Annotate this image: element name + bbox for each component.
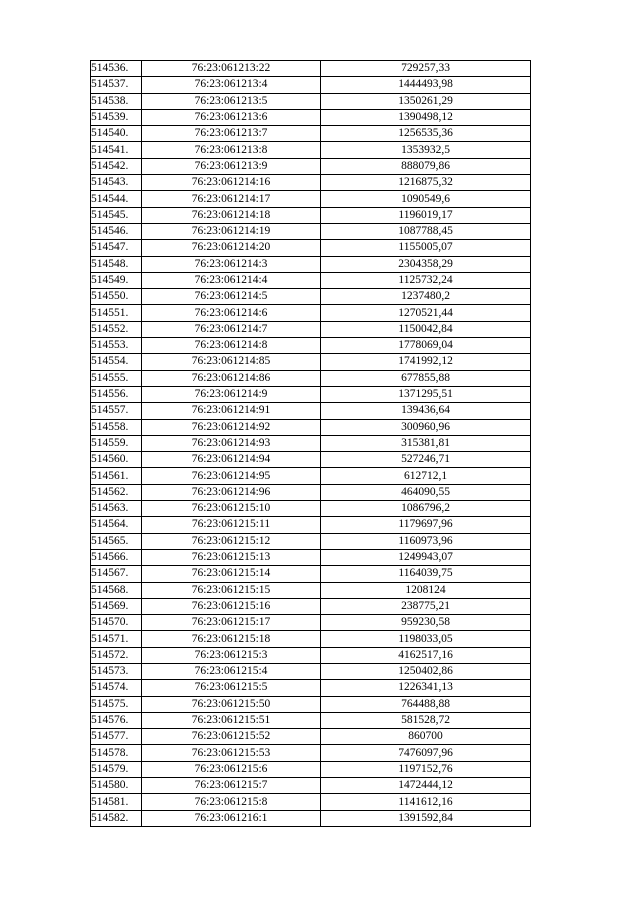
cadastral-value-cell: 1125732,24 [321,272,531,288]
cadastral-number-cell: 76:23:061214:92 [142,419,321,435]
table-row [91,778,531,794]
row-number-cell: 514558. [91,419,142,435]
row-number-cell: 514566. [91,549,142,565]
cadastral-value-cell: 1371295,51 [321,386,531,402]
cadastral-value-cell: 1160973,96 [321,533,531,549]
row-number-cell: 514571. [91,631,142,647]
row-number-cell: 514537. [91,77,142,93]
table-row [91,321,531,337]
cadastral-value-cell: 1444493,98 [321,77,531,93]
table-row [91,175,531,191]
table-row [91,631,531,647]
table-row [91,566,531,582]
cadastral-number-cell: 76:23:061214:5 [142,289,321,305]
cadastral-value-cell: 315381,81 [321,435,531,451]
cadastral-value-cell: 1090549,6 [321,191,531,207]
cadastral-value-cell: 300960,96 [321,419,531,435]
table-row [91,419,531,435]
cadastral-number-cell: 76:23:061214:16 [142,175,321,191]
cadastral-value-cell: 1249943,07 [321,549,531,565]
row-number-cell: 514573. [91,663,142,679]
cadastral-number-cell: 76:23:061214:93 [142,435,321,451]
table-row [91,615,531,631]
cadastral-value-cell: 2304358,29 [321,256,531,272]
cadastral-value-cell: 1350261,29 [321,93,531,109]
table-body [91,61,531,827]
table-row [91,794,531,810]
table-row [91,761,531,777]
cadastral-number-cell: 76:23:061214:95 [142,468,321,484]
cadastral-number-cell: 76:23:061214:96 [142,484,321,500]
table-row [91,745,531,761]
table-row [91,338,531,354]
cadastral-value-cell: 1150042,84 [321,321,531,337]
cadastral-number-cell: 76:23:061214:18 [142,207,321,223]
table-row [91,582,531,598]
row-number-cell: 514569. [91,598,142,614]
cadastral-value-cell: 7476097,96 [321,745,531,761]
cadastral-number-cell: 76:23:061215:52 [142,729,321,745]
cadastral-value-cell: 860700 [321,729,531,745]
cadastral-number-cell: 76:23:061214:4 [142,272,321,288]
row-number-cell: 514574. [91,680,142,696]
table-row [91,158,531,174]
cadastral-value-cell: 1741992,12 [321,354,531,370]
cadastral-number-cell: 76:23:061215:3 [142,647,321,663]
cadastral-number-cell: 76:23:061214:7 [142,321,321,337]
table-row [91,810,531,826]
table-row [91,712,531,728]
cadastral-value-cell: 527246,71 [321,452,531,468]
row-number-cell: 514579. [91,761,142,777]
cadastral-value-table [90,60,531,827]
cadastral-number-cell: 76:23:061215:4 [142,663,321,679]
cadastral-number-cell: 76:23:061213:6 [142,109,321,125]
row-number-cell: 514565. [91,533,142,549]
row-number-cell: 514549. [91,272,142,288]
cadastral-number-cell: 76:23:061213:8 [142,142,321,158]
row-number-cell: 514543. [91,175,142,191]
table-row [91,207,531,223]
row-number-cell: 514576. [91,712,142,728]
cadastral-value-cell: 1087788,45 [321,223,531,239]
table-row [91,223,531,239]
table-row [91,93,531,109]
cadastral-value-cell: 612712,1 [321,468,531,484]
table-row [91,549,531,565]
table-row [91,680,531,696]
row-number-cell: 514551. [91,305,142,321]
table-row [91,386,531,402]
row-number-cell: 514575. [91,696,142,712]
table-row [91,696,531,712]
row-number-cell: 514548. [91,256,142,272]
table-row [91,109,531,125]
cadastral-value-cell: 959230,58 [321,615,531,631]
cadastral-value-cell: 1141612,16 [321,794,531,810]
row-number-cell: 514560. [91,452,142,468]
row-number-cell: 514572. [91,647,142,663]
row-number-cell: 514542. [91,158,142,174]
cadastral-number-cell: 76:23:061215:6 [142,761,321,777]
cadastral-value-cell: 1197152,76 [321,761,531,777]
row-number-cell: 514536. [91,61,142,77]
row-number-cell: 514563. [91,501,142,517]
cadastral-value-cell: 1472444,12 [321,778,531,794]
row-number-cell: 514546. [91,223,142,239]
cadastral-value-cell: 1198033,05 [321,631,531,647]
cadastral-number-cell: 76:23:061215:51 [142,712,321,728]
table-row [91,240,531,256]
table-row [91,517,531,533]
cadastral-value-cell: 888079,86 [321,158,531,174]
cadastral-value-cell: 729257,33 [321,61,531,77]
row-number-cell: 514553. [91,338,142,354]
cadastral-value-cell: 1778069,04 [321,338,531,354]
cadastral-value-cell: 1391592,84 [321,810,531,826]
row-number-cell: 514540. [91,126,142,142]
cadastral-value-cell: 1226341,13 [321,680,531,696]
row-number-cell: 514564. [91,517,142,533]
table-row [91,598,531,614]
row-number-cell: 514556. [91,386,142,402]
cadastral-value-cell: 4162517,16 [321,647,531,663]
cadastral-number-cell: 76:23:061214:17 [142,191,321,207]
table-row [91,729,531,745]
table-row [91,289,531,305]
cadastral-number-cell: 76:23:061214:9 [142,386,321,402]
row-number-cell: 514580. [91,778,142,794]
cadastral-value-cell: 1208124 [321,582,531,598]
table-row [91,305,531,321]
row-number-cell: 514561. [91,468,142,484]
cadastral-number-cell: 76:23:061215:7 [142,778,321,794]
cadastral-number-cell: 76:23:061215:53 [142,745,321,761]
row-number-cell: 514547. [91,240,142,256]
table-row [91,61,531,77]
table-row [91,484,531,500]
cadastral-value-cell: 1179697,96 [321,517,531,533]
row-number-cell: 514554. [91,354,142,370]
table-row [91,354,531,370]
cadastral-value-cell: 1237480,2 [321,289,531,305]
cadastral-number-cell: 76:23:061215:8 [142,794,321,810]
cadastral-number-cell: 76:23:061213:7 [142,126,321,142]
cadastral-value-cell: 1353932,5 [321,142,531,158]
row-number-cell: 514562. [91,484,142,500]
cadastral-number-cell: 76:23:061214:19 [142,223,321,239]
row-number-cell: 514545. [91,207,142,223]
row-number-cell: 514539. [91,109,142,125]
cadastral-value-cell: 1164039,75 [321,566,531,582]
row-number-cell: 514582. [91,810,142,826]
cadastral-number-cell: 76:23:061215:13 [142,549,321,565]
row-number-cell: 514578. [91,745,142,761]
cadastral-number-cell: 76:23:061214:8 [142,338,321,354]
table-row [91,468,531,484]
cadastral-number-cell: 76:23:061215:10 [142,501,321,517]
table-row [91,533,531,549]
cadastral-number-cell: 76:23:061215:11 [142,517,321,533]
cadastral-value-cell: 238775,21 [321,598,531,614]
table-row [91,191,531,207]
cadastral-value-cell: 464090,55 [321,484,531,500]
row-number-cell: 514570. [91,615,142,631]
cadastral-value-cell: 1196019,17 [321,207,531,223]
cadastral-number-cell: 76:23:061214:94 [142,452,321,468]
row-number-cell: 514552. [91,321,142,337]
row-number-cell: 514581. [91,794,142,810]
table-row [91,126,531,142]
cadastral-value-cell: 139436,64 [321,403,531,419]
cadastral-number-cell: 76:23:061215:5 [142,680,321,696]
cadastral-value-cell: 1086796,2 [321,501,531,517]
row-number-cell: 514550. [91,289,142,305]
cadastral-number-cell: 76:23:061215:12 [142,533,321,549]
row-number-cell: 514544. [91,191,142,207]
table-row [91,452,531,468]
table-row [91,370,531,386]
row-number-cell: 514538. [91,93,142,109]
cadastral-number-cell: 76:23:061213:22 [142,61,321,77]
cadastral-number-cell: 76:23:061213:4 [142,77,321,93]
cadastral-value-cell: 764488,88 [321,696,531,712]
table-row [91,77,531,93]
row-number-cell: 514557. [91,403,142,419]
cadastral-value-cell: 677855,88 [321,370,531,386]
cadastral-value-cell: 581528,72 [321,712,531,728]
cadastral-number-cell: 76:23:061215:14 [142,566,321,582]
cadastral-number-cell: 76:23:061213:9 [142,158,321,174]
cadastral-number-cell: 76:23:061214:86 [142,370,321,386]
row-number-cell: 514559. [91,435,142,451]
cadastral-number-cell: 76:23:061214:20 [142,240,321,256]
table-row [91,435,531,451]
row-number-cell: 514577. [91,729,142,745]
row-number-cell: 514568. [91,582,142,598]
table-row [91,647,531,663]
cadastral-number-cell: 76:23:061214:6 [142,305,321,321]
table-row [91,663,531,679]
cadastral-value-cell: 1250402,86 [321,663,531,679]
cadastral-value-cell: 1256535,36 [321,126,531,142]
cadastral-number-cell: 76:23:061215:18 [142,631,321,647]
table-row [91,501,531,517]
table-row [91,256,531,272]
cadastral-number-cell: 76:23:061215:50 [142,696,321,712]
cadastral-number-cell: 76:23:061215:15 [142,582,321,598]
cadastral-number-cell: 76:23:061215:16 [142,598,321,614]
cadastral-value-cell: 1390498,12 [321,109,531,125]
row-number-cell: 514541. [91,142,142,158]
cadastral-value-cell: 1155005,07 [321,240,531,256]
cadastral-value-cell: 1270521,44 [321,305,531,321]
cadastral-number-cell: 76:23:061214:91 [142,403,321,419]
cadastral-number-cell: 76:23:061216:1 [142,810,321,826]
table-row [91,272,531,288]
row-number-cell: 514555. [91,370,142,386]
cadastral-number-cell: 76:23:061214:85 [142,354,321,370]
cadastral-number-cell: 76:23:061214:3 [142,256,321,272]
table-row [91,403,531,419]
cadastral-number-cell: 76:23:061215:17 [142,615,321,631]
cadastral-value-cell: 1216875,32 [321,175,531,191]
table-row [91,142,531,158]
cadastral-number-cell: 76:23:061213:5 [142,93,321,109]
row-number-cell: 514567. [91,566,142,582]
